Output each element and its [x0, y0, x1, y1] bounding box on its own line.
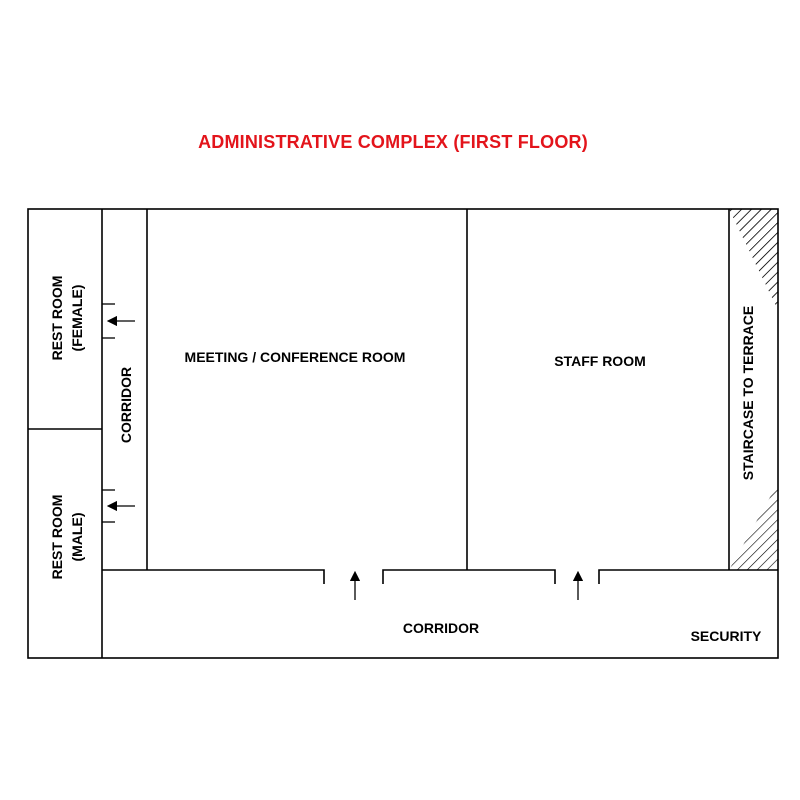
horizontal-corridor-label: CORRIDOR [402, 620, 480, 636]
rest-room-female-label-line1: REST ROOM [49, 275, 65, 361]
staff-room-label: STAFF ROOM [554, 353, 646, 369]
staircase-label: STAIRCASE TO TERRACE [740, 305, 756, 481]
outer-wall [28, 209, 778, 658]
diagram-title: ADMINISTRATIVE COMPLEX (FIRST FLOOR) [198, 132, 588, 152]
staircase-hatch-bottom [729, 483, 778, 570]
security-label: SECURITY [690, 628, 762, 644]
vertical-corridor-label: CORRIDOR [118, 366, 134, 444]
rest-room-female-label-line2: (FEMALE) [69, 284, 85, 352]
corridor-top-wall-segment-2 [383, 570, 555, 584]
rest-room-male-label-line2: (MALE) [69, 512, 85, 562]
meeting-room-label: MEETING / CONFERENCE ROOM [184, 349, 406, 365]
corridor-top-wall-segment-3 [599, 570, 778, 584]
corridor-top-wall-segment-1 [102, 570, 324, 584]
rest-room-male-label-line1: REST ROOM [49, 494, 65, 580]
staircase-hatch-top-rect [729, 209, 778, 310]
